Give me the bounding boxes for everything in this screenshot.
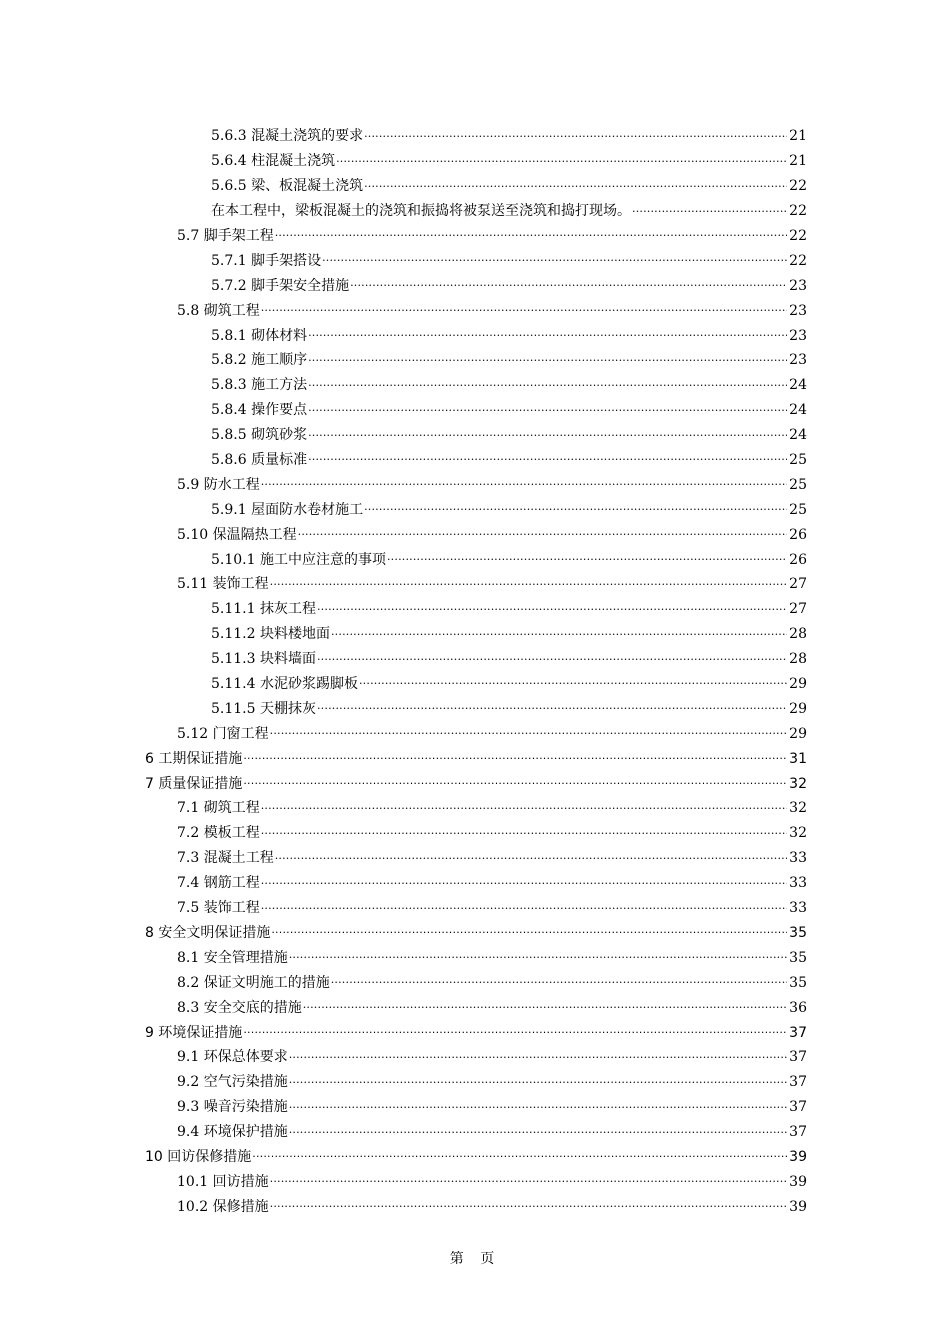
toc-entry[interactable]	[0, 647, 950, 672]
toc-dot-leader	[270, 1169, 787, 1194]
toc-dot-leader	[359, 671, 787, 696]
toc-entry[interactable]	[0, 423, 950, 448]
toc-entry-title: 5.8.6 质量标准	[211, 452, 308, 469]
toc-entry-page-number: 22	[789, 228, 807, 244]
toc-entry-title: 7.5 装饰工程	[177, 900, 260, 917]
toc-entry[interactable]	[0, 248, 950, 273]
toc-entry-title: 6 工期保证措施	[145, 750, 243, 767]
toc-entry[interactable]	[0, 672, 950, 697]
toc-entry-page-number: 21	[789, 153, 807, 170]
toc-dot-leader	[308, 398, 787, 423]
toc-dot-leader	[243, 1020, 787, 1045]
toc-entry-title: 5.8.4 操作要点	[211, 402, 308, 419]
toc-entry-page-number: 25	[789, 452, 807, 469]
toc-dot-leader	[303, 995, 787, 1020]
toc-entry-page-number: 22	[789, 178, 807, 195]
toc-dot-leader	[308, 423, 787, 448]
toc-entry-title: 5.8.2 施工顺序	[211, 352, 308, 369]
toc-entry-title: 9.2 空气污染措施	[177, 1074, 288, 1091]
page-number-label: 第 页	[449, 1251, 501, 1267]
toc-entry[interactable]	[0, 921, 950, 946]
toc-entry-title: 7 质量保证措施	[145, 775, 243, 792]
toc-entry-title: 7.2 模板工程	[177, 825, 260, 842]
toc-entry-title: 10 回访保修措施	[145, 1148, 252, 1165]
toc-entry-title: 7.3 混凝土工程	[177, 850, 274, 867]
toc-entry-title: 8 安全文明保证措施	[145, 924, 271, 941]
toc-entry-title: 5.7.1 脚手架搭设	[211, 252, 322, 269]
toc-entry-page-number: 28	[789, 651, 807, 668]
toc-dot-leader	[270, 721, 787, 746]
toc-dot-leader	[289, 1070, 787, 1095]
toc-dot-leader	[289, 1095, 787, 1120]
toc-entry[interactable]	[0, 174, 950, 199]
toc-entry[interactable]	[0, 298, 950, 323]
toc-entry-title: 9.3 噪音污染措施	[177, 1099, 288, 1116]
toc-dot-leader	[308, 323, 787, 348]
toc-dot-leader	[317, 696, 787, 721]
toc-entry-title: 9.4 环境保护措施	[177, 1124, 288, 1141]
toc-entry-title: 5.11.2 块料楼地面	[211, 626, 330, 643]
toc-entry-page-number: 25	[789, 501, 807, 518]
toc-entry-title: 5.9 防水工程	[177, 476, 260, 493]
toc-entry-page-number: 23	[789, 277, 807, 294]
toc-entry[interactable]	[0, 1145, 950, 1170]
toc-entry-page-number: 28	[789, 626, 807, 643]
toc-entry-page-number: 25	[789, 476, 807, 493]
toc-entry[interactable]	[0, 771, 950, 796]
toc-entry[interactable]	[0, 796, 950, 821]
toc-entry-title: 8.2 保证文明施工的措施	[177, 974, 330, 991]
toc-dot-leader	[289, 1120, 787, 1145]
toc-entry-title: 5.10 保温隔热工程	[177, 526, 297, 543]
toc-entry-title: 在本工程中，梁板混凝土的浇筑和振捣将被泵送至浇筑和捣打现场。	[211, 203, 631, 220]
toc-entry[interactable]	[0, 1120, 950, 1145]
toc-entry-page-number: 27	[789, 576, 807, 593]
toc-entry-title: 5.8.1 砌体材料	[211, 327, 308, 344]
toc-dot-leader	[308, 373, 787, 398]
toc-entry-title: 5.6.4 柱混凝土浇筑	[211, 153, 336, 170]
toc-entry[interactable]	[0, 224, 950, 249]
toc-entry-page-number: 36	[789, 999, 807, 1016]
page-footer	[0, 1248, 950, 1268]
toc-entry-title: 5.6.5 梁、板混凝土浇筑	[211, 178, 364, 195]
toc-entry[interactable]	[0, 995, 950, 1020]
toc-entry-title: 9 环境保证措施	[145, 1024, 243, 1041]
toc-entry[interactable]	[0, 622, 950, 647]
toc-entry-title: 5.8.5 砌筑砂浆	[211, 427, 308, 444]
toc-entry-page-number: 29	[789, 725, 807, 742]
table-of-contents	[0, 124, 950, 1219]
toc-dot-leader	[261, 896, 787, 921]
toc-entry[interactable]	[0, 149, 950, 174]
toc-entry[interactable]	[0, 821, 950, 846]
toc-entry-title: 8.3 安全交底的措施	[177, 999, 302, 1016]
toc-entry[interactable]	[0, 448, 950, 473]
toc-entry-title: 5.8 砌筑工程	[177, 302, 260, 319]
toc-dot-leader	[350, 273, 787, 298]
toc-entry-page-number: 23	[789, 302, 807, 319]
toc-entry[interactable]	[0, 572, 950, 597]
toc-entry[interactable]	[0, 1070, 950, 1095]
toc-dot-leader	[317, 597, 787, 622]
toc-entry[interactable]	[0, 199, 950, 224]
toc-dot-leader	[308, 348, 787, 373]
toc-entry[interactable]	[0, 896, 950, 921]
toc-entry[interactable]	[0, 1020, 950, 1045]
toc-entry[interactable]	[0, 547, 950, 572]
toc-entry-title: 5.11 装饰工程	[177, 576, 269, 593]
toc-dot-leader	[331, 970, 787, 995]
toc-entry-title: 5.11.4 水泥砂浆踢脚板	[211, 676, 358, 693]
toc-entry-title: 8.1 安全管理措施	[177, 949, 288, 966]
toc-entry-page-number: 21	[789, 128, 807, 145]
toc-entry-title: 5.11.3 块料墙面	[211, 651, 316, 668]
toc-dot-leader	[308, 447, 787, 472]
toc-entry-title: 7.1 砌筑工程	[177, 800, 260, 817]
toc-entry-title: 5.9.1 屋面防水卷材施工	[211, 501, 364, 518]
toc-entry-page-number: 29	[789, 676, 807, 693]
toc-entry-page-number: 23	[789, 352, 807, 369]
toc-dot-leader	[298, 522, 787, 547]
toc-dot-leader	[364, 497, 787, 522]
toc-dot-leader	[336, 149, 787, 174]
toc-dot-leader	[275, 223, 787, 248]
toc-entry-title: 10.2 保修措施	[177, 1198, 269, 1215]
toc-entry-page-number: 39	[789, 1198, 807, 1215]
toc-entry-title: 9.1 环保总体要求	[177, 1049, 288, 1066]
toc-entry[interactable]	[0, 522, 950, 547]
toc-entry[interactable]	[0, 846, 950, 871]
toc-dot-leader	[243, 771, 787, 796]
toc-dot-leader	[322, 248, 787, 273]
toc-dot-leader	[252, 1144, 787, 1169]
toc-dot-leader	[261, 472, 787, 497]
toc-entry[interactable]	[0, 497, 950, 522]
toc-entry-title: 5.7 脚手架工程	[177, 228, 274, 244]
toc-entry-page-number: 23	[789, 327, 807, 344]
toc-entry-title: 5.10.1 施工中应注意的事项	[211, 551, 386, 568]
toc-entry-title: 5.11.1 抹灰工程	[211, 601, 316, 618]
toc-entry-title: 5.11.5 天棚抹灰	[211, 700, 316, 717]
toc-entry-page-number: 35	[789, 949, 807, 966]
toc-entry-page-number: 24	[789, 377, 807, 394]
toc-entry[interactable]	[0, 970, 950, 995]
toc-entry-page-number: 37	[789, 1099, 807, 1116]
toc-entry[interactable]	[0, 746, 950, 771]
toc-entry-page-number: 22	[789, 203, 807, 220]
toc-entry-page-number: 31	[789, 750, 807, 767]
toc-entry-title: 5.6.3 混凝土浇筑的要求	[211, 128, 364, 145]
toc-dot-leader	[364, 174, 787, 199]
toc-dot-leader	[270, 572, 787, 597]
toc-entry-page-number: 26	[789, 526, 807, 543]
toc-entry[interactable]	[0, 398, 950, 423]
toc-entry-page-number: 37	[789, 1124, 807, 1141]
toc-entry[interactable]	[0, 945, 950, 970]
toc-entry[interactable]	[0, 348, 950, 373]
toc-dot-leader	[331, 622, 787, 647]
toc-dot-leader	[275, 846, 787, 871]
toc-dot-leader	[289, 945, 787, 970]
toc-entry-title: 5.7.2 脚手架安全措施	[211, 277, 350, 294]
toc-dot-leader	[261, 871, 787, 896]
toc-entry[interactable]	[0, 721, 950, 746]
toc-entry[interactable]	[0, 472, 950, 497]
toc-entry[interactable]	[0, 696, 950, 721]
toc-entry-page-number: 33	[789, 850, 807, 867]
toc-entry[interactable]	[0, 1169, 950, 1194]
toc-dot-leader	[261, 796, 787, 821]
toc-dot-leader	[271, 920, 787, 945]
toc-entry[interactable]	[0, 124, 950, 149]
toc-entry-page-number: 24	[789, 402, 807, 419]
toc-entry[interactable]	[0, 871, 950, 896]
toc-entry-page-number: 39	[789, 1148, 807, 1165]
toc-entry[interactable]	[0, 1095, 950, 1120]
toc-dot-leader	[317, 647, 787, 672]
toc-dot-leader	[270, 1194, 787, 1219]
toc-entry[interactable]	[0, 323, 950, 348]
toc-entry-title: 7.4 钢筋工程	[177, 875, 260, 892]
toc-entry-page-number: 35	[789, 974, 807, 991]
toc-dot-leader	[261, 821, 787, 846]
toc-entry-page-number: 37	[789, 1049, 807, 1066]
toc-entry-page-number: 33	[789, 875, 807, 892]
toc-entry[interactable]	[0, 373, 950, 398]
toc-entry[interactable]	[0, 1045, 950, 1070]
toc-entry-page-number: 32	[789, 775, 807, 792]
toc-entry-page-number: 29	[789, 700, 807, 717]
toc-entry-page-number: 35	[789, 924, 807, 941]
toc-entry-page-number: 37	[789, 1074, 807, 1091]
toc-dot-leader	[364, 124, 787, 149]
toc-dot-leader	[243, 746, 787, 771]
toc-entry[interactable]	[0, 597, 950, 622]
toc-entry-page-number: 33	[789, 900, 807, 917]
toc-entry-page-number: 24	[789, 427, 807, 444]
toc-entry-title: 10.1 回访措施	[177, 1173, 269, 1190]
toc-entry-title: 5.12 门窗工程	[177, 725, 269, 742]
toc-entry[interactable]	[0, 273, 950, 298]
toc-entry[interactable]	[0, 1194, 950, 1219]
toc-entry-page-number: 39	[789, 1173, 807, 1190]
toc-dot-leader	[632, 199, 787, 224]
toc-entry-page-number: 27	[789, 601, 807, 618]
toc-entry-page-number: 26	[789, 551, 807, 568]
toc-entry-page-number: 22	[789, 252, 807, 269]
toc-entry-page-number: 32	[789, 800, 807, 817]
toc-dot-leader	[387, 547, 787, 572]
toc-entry-page-number: 37	[789, 1024, 807, 1041]
toc-dot-leader	[261, 298, 787, 323]
toc-entry-title: 5.8.3 施工方法	[211, 377, 308, 394]
toc-dot-leader	[289, 1045, 787, 1070]
toc-entry-page-number: 32	[789, 825, 807, 842]
